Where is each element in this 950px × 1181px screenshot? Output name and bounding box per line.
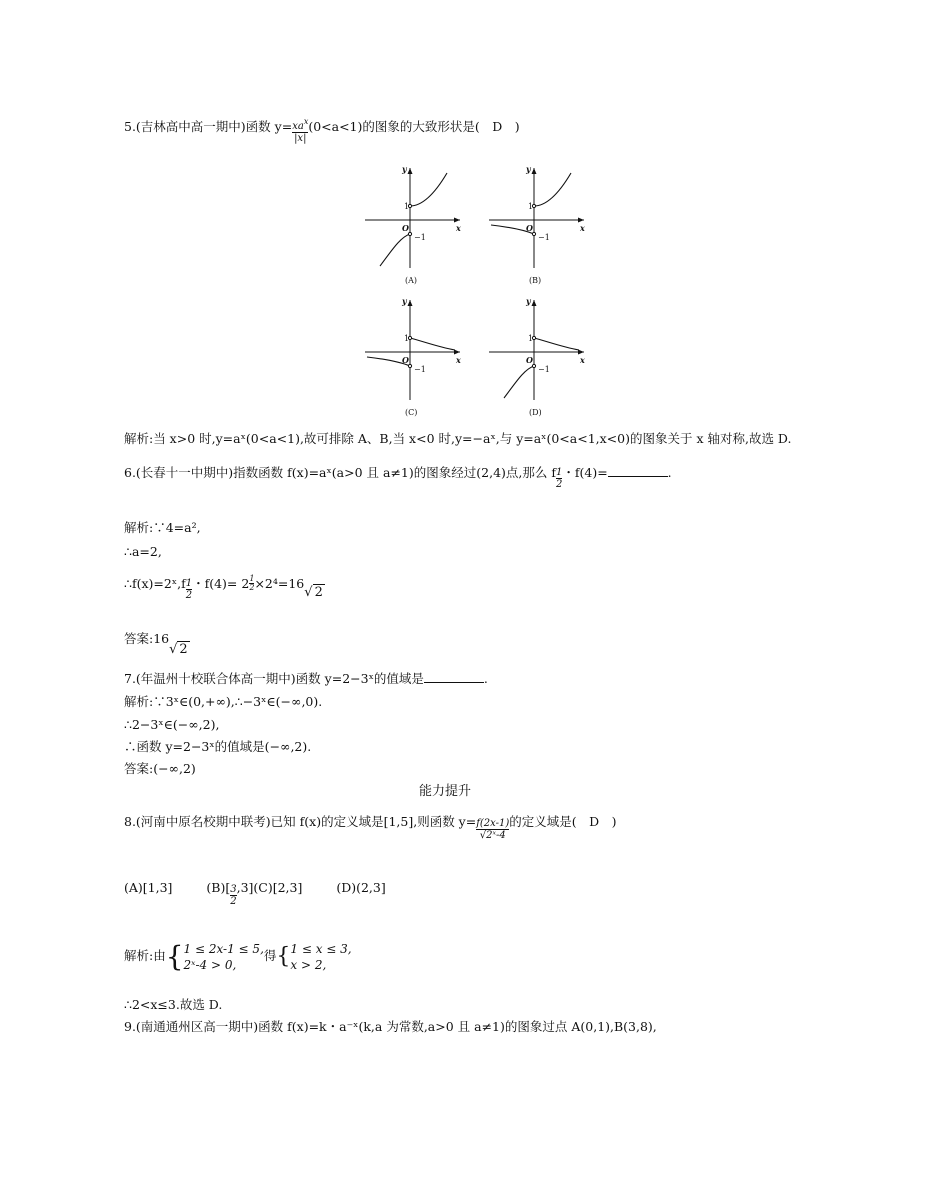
q8-system1-brace: { [165,939,184,973]
q7-analysis-line3: ∴函数 y=2−3ˣ的值域是(−∞,2). [124,739,312,754]
graph-d-svg [484,295,594,425]
graph-d-origin: O [526,355,533,365]
q7-answer: 答案:(−∞,2) [124,761,196,776]
graph-c [360,295,470,428]
q6-analysis-exponent: $\frac{1}{2}$ [249,574,255,592]
graph-a-origin: O [402,223,409,233]
q8-analysis: 解析:由{ 1 ≤ 2x-1 ≤ 5, 2ˣ-4 > 0, 得{ 1 ≤ x ≤ 3, x > 2, [124,939,352,973]
q8-fraction: $\frac{f(2x-1)}{\text{√2ˣ-4}}$ [476,818,510,841]
graph-a [360,163,470,296]
graph-d-caption: (D) [529,408,542,417]
graph-b-x-label: x [580,223,585,233]
q6-analysis-line3: ∴f(x)=2ˣ,f $\frac{1}{2}$ ・f(4)= 2 $\frac{1}{2}$ ×2⁴=16√ 2 [124,574,323,601]
q8-option-b-c: (B)[ $\frac{3}{2}$ ,3](C)[2,3] [206,880,303,907]
graph-d-y-label: y [526,296,531,306]
q5-stem: 5.(吉林高中高一期中)函数 y= $\frac{xa^x}{|x|}$ (0<a<1)的图象的大致形状是( D ) [124,117,520,144]
graph-b-svg [484,163,594,293]
q6-stem: 6.(长春十一中期中)指数函数 f(x)=aˣ(a>0 且 a≠1)的图象经过(2,4)点,那么 f $\frac{1}{2}$ ・f(4)= . [124,465,672,490]
graph-b-neg1: −1 [538,233,550,242]
q8-system1: 1 ≤ 2x-1 ≤ 5, 2ˣ-4 > 0, [183,941,264,972]
graph-b-origin: O [526,223,533,233]
graph-a-neg1: −1 [414,233,426,242]
q5-analysis: 解析:当 x>0 时,y=aˣ(0<a<1),故可排除 A、B,当 x<0 时,y=−aˣ,与 y=aˣ(0<a<1,x<0)的图象关于 x 轴对称,故选 D. [124,431,792,446]
q6-answer: 答案:16√ 2 [124,631,188,657]
q6-answer-blank [608,465,668,477]
q8-options [124,880,386,907]
graph-b [484,163,594,296]
graph-b-caption: (B) [529,276,542,285]
graph-a-one: 1 [404,202,410,211]
q7-analysis-line1: 解析:∵3ˣ∈(0,+∞),∴−3ˣ∈(−∞,0). [124,694,323,709]
graph-c-origin: O [402,355,409,365]
q7-stem: 7.(年温州十校联合体高一期中)函数 y=2−3ˣ的值域是 . [124,671,488,686]
graph-c-caption: (C) [405,408,418,417]
q8-system2: 1 ≤ x ≤ 3, x > 2, [290,941,352,972]
q8-option-d: (D)(2,3] [336,880,386,895]
graph-a-x-label: x [456,223,461,233]
q5-fraction: $\frac{xa^x}{|x|}$ [292,117,309,144]
graph-b-y-label: y [526,164,531,174]
graph-d [484,295,594,428]
q6-analysis-line2: ∴a=2, [124,544,162,559]
graph-d-x-label: x [580,355,585,365]
q8-conclusion: ∴2<x≤3.故选 D. [124,997,223,1012]
graph-a-y-label: y [402,164,407,174]
q6-answer-sqrt: √ 2 [169,642,188,657]
q8-system2-brace: { [276,943,291,969]
graph-a-svg [360,163,470,293]
graph-c-neg1: −1 [414,365,426,374]
section-title: 能力提升 [419,784,472,799]
graph-b-one: 1 [528,202,534,211]
q9-stem: 9.(南通通州区高一期中)函数 f(x)=k・a⁻ˣ(k,a 为常数,a>0 且 a≠1)的图象过点 A(0,1),B(3,8), [124,1019,657,1034]
q8-stem: 8.(河南中原名校期中联考)已知 f(x)的定义域是[1,5],则函数 y= $\frac{f(2x-1)}{\text{√2ˣ-4}}$ 的定义域是( D ) [124,814,617,841]
graph-c-x-label: x [456,355,461,365]
q6-analysis-line1: 解析:∵4=a², [124,520,201,535]
graph-a-caption: (A) [405,276,418,285]
graph-c-one: 1 [404,334,410,343]
q7-answer-blank [424,671,484,683]
q7-analysis-line2: ∴2−3ˣ∈(−∞,2), [124,717,220,732]
graph-d-one: 1 [528,334,534,343]
q6-analysis-sqrt: √ 2 [304,585,323,600]
q8-option-a: (A)[1,3] [124,880,173,895]
graph-d-neg1: −1 [538,365,550,374]
q6-half: $\frac{1}{2}$ [555,467,563,490]
graph-c-svg [360,295,470,425]
q6-analysis-half: $\frac{1}{2}$ [185,578,193,601]
graph-c-y-label: y [402,296,407,306]
